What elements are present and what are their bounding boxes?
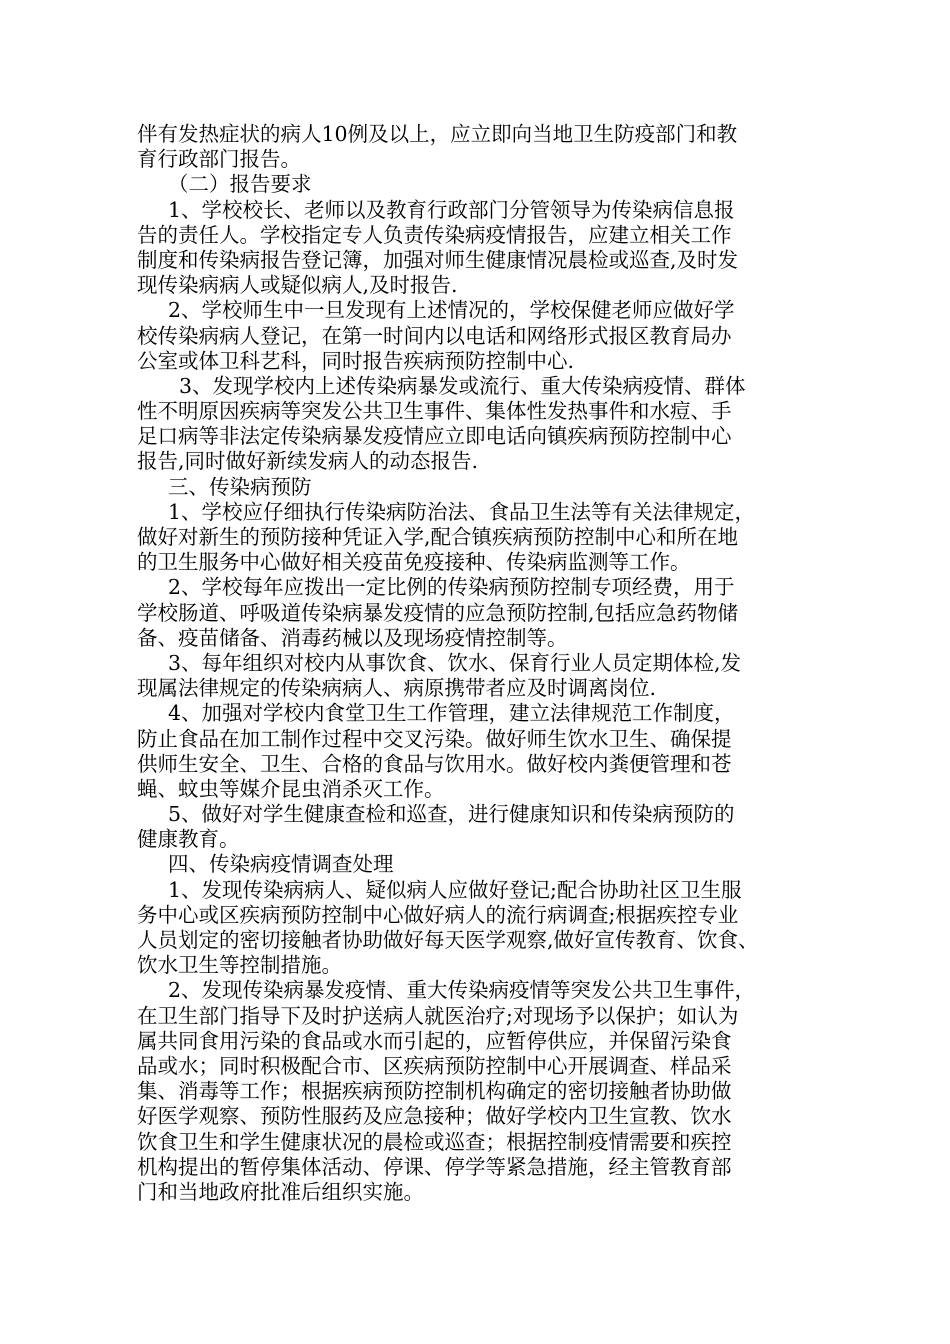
text-line: 健康教育。 <box>137 827 240 852</box>
text-line: 防止食品在加工制作过程中交叉污染。做好师生饮水卫生、确保提 <box>137 726 732 751</box>
text-line: 好医学观察、预防性服药及应急接种；做好学校内卫生宣教、饮水 <box>137 1104 732 1129</box>
text-line: 报告,同时做好新续发病人的动态报告. <box>137 449 479 474</box>
text-line: 现传染病病人或疑似病人,及时报告. <box>137 273 458 298</box>
text-line: 2、发现传染病暴发疫情、重大传染病疫情等突发公共卫生事件， <box>168 978 756 1003</box>
text-line: 伴有发热症状的病人10例及以上，应立即向当地卫生防疫部门和教 <box>137 122 738 146</box>
text-line: 的卫生服务中心做好相关疫苗免疫接种、传染病监测等工作。 <box>137 550 691 575</box>
text-line: 3、每年组织对校内从事饮食、饮水、保育行业人员定期体检,发 <box>168 650 742 675</box>
text-line: 人员划定的密切接触者协助做好每天医学观察,做好宣传教育、饮食、 <box>137 928 759 952</box>
text-line: 育行政部门报告。 <box>137 147 301 172</box>
text-line: 饮水卫生等控制措施。 <box>137 953 342 978</box>
text-line: 供师生安全、卫生、合格的食品与饮用水。做好校内粪便管理和苍 <box>137 751 732 776</box>
document-body <box>137 122 817 1205</box>
text-line: 备、疫苗储备、消毒药械以及现场疫情控制等。 <box>137 625 568 650</box>
text-line: 三、传染病预防 <box>168 474 312 499</box>
text-line: 务中心或区疾病预防控制中心做好病人的流行病调查;根据疾控专业 <box>137 902 739 927</box>
text-line: 现属法律规定的传染病病人、病原携带者应及时调离岗位. <box>137 676 657 701</box>
text-line: 制度和传染病报告登记簿，加强对师生健康情况晨检或巡查,及时发 <box>137 247 739 272</box>
text-line: 机构提出的暂停集体活动、停课、停学等紧急措施，经主管教育部 <box>137 1154 732 1179</box>
text-line: 告的责任人。学校指定专人负责传染病疫情报告，应建立相关工作 <box>137 222 732 247</box>
text-line: 1、学校校长、老师以及教育行政部门分管领导为传染病信息报 <box>168 197 735 222</box>
text-line: 公室或体卫科艺科，同时报告疾病预防控制中心. <box>137 348 575 373</box>
text-line: 在卫生部门指导下及时护送病人就医治疗;对现场予以保护；如认为 <box>137 1003 739 1028</box>
text-line: 1、发现传染病病人、疑似病人应做好登记;配合协助社区卫生服 <box>168 877 742 902</box>
text-line: 学校肠道、呼吸道传染病暴发疫情的应急预防控制,包括应急药物储 <box>137 600 739 625</box>
text-line: 集、消毒等工作；根据疾病预防控制机构确定的密切接触者协助做 <box>137 1079 732 1104</box>
text-line: 3、发现学校内上述传染病暴发或流行、重大传染病疫情、群体 <box>179 373 746 398</box>
text-line: （二）报告要求 <box>168 172 312 197</box>
text-line: 4、加强对学校内食堂卫生工作管理，建立法律规范工作制度， <box>168 701 735 726</box>
text-line: 饮食卫生和学生健康状况的晨检或巡查；根据控制疫情需要和疾控 <box>137 1129 732 1154</box>
text-line: 1、学校应仔细执行传染病防治法、食品卫生法等有关法律规定， <box>168 499 756 524</box>
text-line: 属共同食用污染的食品或水而引起的，应暂停供应，并保留污染食 <box>137 1028 732 1053</box>
text-line: 蝇、蚊虫等媒介昆虫消杀灭工作。 <box>137 776 445 801</box>
text-line: 性不明原因疾病等突发公共卫生事件、集体性发热事件和水痘、手 <box>137 399 732 424</box>
text-line: 2、学校每年应拨出一定比例的传染病预防控制专项经费，用于 <box>168 575 735 600</box>
text-line: 5、做好对学生健康查检和巡查，进行健康知识和传染病预防的 <box>168 802 735 827</box>
text-line: 四、传染病疫情调查处理 <box>168 852 394 877</box>
text-line: 足口病等非法定传染病暴发疫情应立即电话向镇疾病预防控制中心 <box>137 424 732 449</box>
text-line: 校传染病病人登记，在第一时间内以电话和网络形式报区教育局办 <box>137 323 732 348</box>
text-line: 2、学校师生中一旦发现有上述情况的，学校保健老师应做好学 <box>168 298 735 323</box>
text-line: 门和当地政府批准后组织实施。 <box>137 1179 424 1204</box>
text-line: 做好对新生的预防接种凭证入学,配合镇疾病预防控制中心和所在地 <box>137 525 739 549</box>
text-line: 品或水；同时积极配合市、区疾病预防控制中心开展调查、样品采 <box>137 1053 732 1078</box>
